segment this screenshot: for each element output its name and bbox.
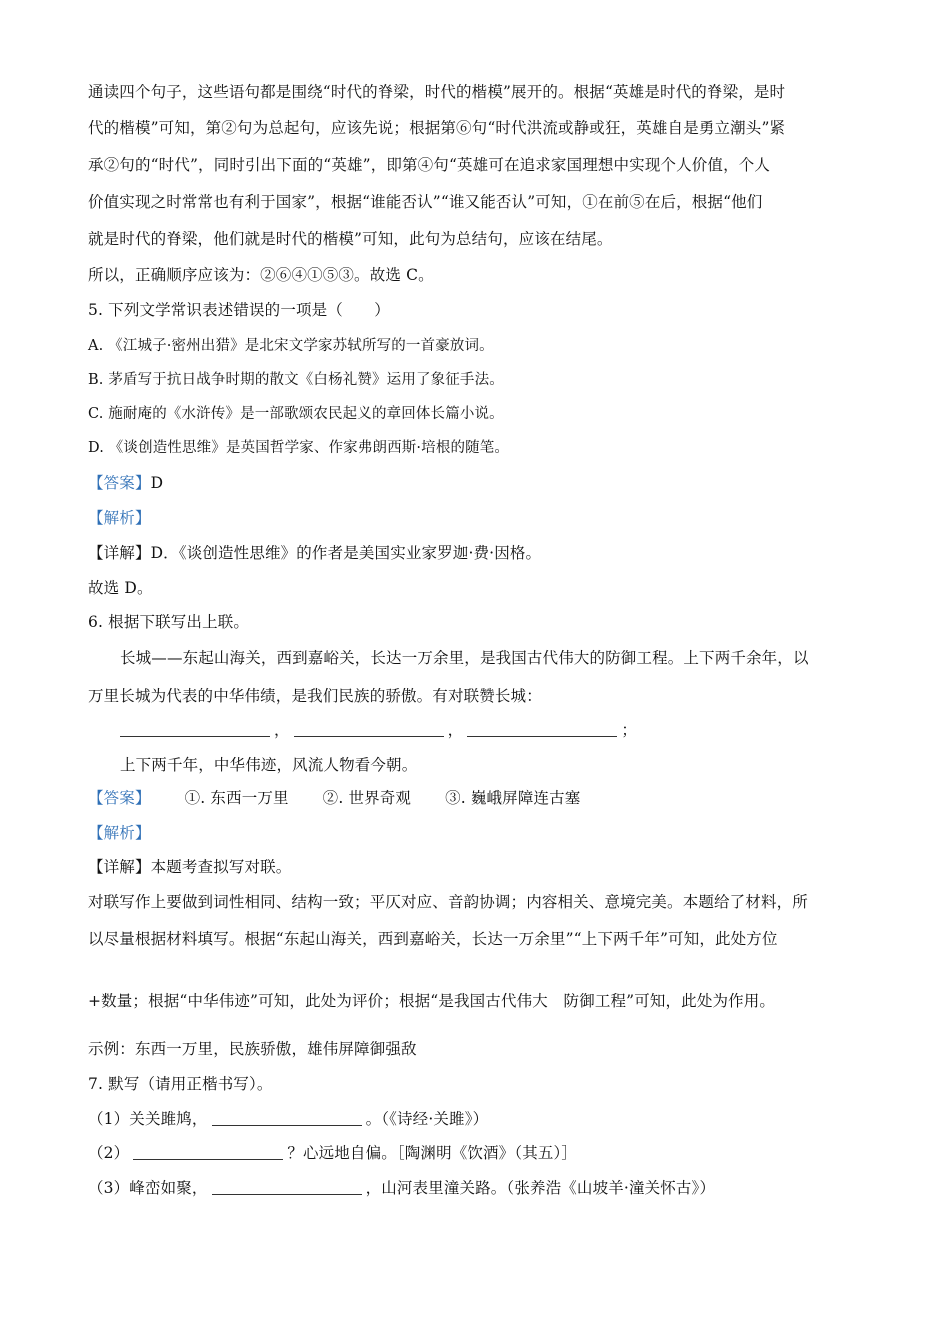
- punctuation: ，: [447, 721, 464, 739]
- detail-tag: 【详解】: [88, 858, 151, 876]
- answer-tag: 【答案】: [88, 789, 151, 807]
- q5-stem: 5. 下列文学常识表述错误的一项是（ ）: [88, 301, 390, 319]
- q6-lower-couplet: 上下两千年，中华伟迹，风流人物看今朝。: [120, 756, 418, 774]
- q5-analysis-tag: [88, 508, 868, 528]
- q5-detail: [88, 543, 868, 563]
- q5-option-c: C. 施耐庵的《水浒传》是一部歌颂农民起义的章回体长篇小说。: [88, 406, 504, 422]
- fill-blank[interactable]: [133, 1144, 283, 1160]
- analysis-tag: 【解析】: [88, 509, 151, 527]
- q7-stem: 7. 默写（请用正楷书写）。: [88, 1075, 273, 1093]
- q7-item-2: [88, 1143, 868, 1163]
- q6-analysis-line: 以尽量根据材料填写。根据“东起山海关，西到嘉峪关，长达一万余里”“上下两千年”可知，此处方位: [88, 930, 778, 948]
- fill-blank[interactable]: [212, 1110, 362, 1126]
- detail-tag: 【详解】: [88, 544, 151, 562]
- q7-item-3: [88, 1178, 868, 1198]
- punctuation: ，: [274, 721, 290, 739]
- analysis-conclusion: 所以，正确顺序应该为：②⑥④①⑤③。故选 C。: [88, 266, 434, 284]
- q6-answer: [88, 788, 868, 808]
- q5-option-d: D. 《谈创造性思维》是英国哲学家、作家弗朗西斯·培根的随笔。: [88, 440, 510, 456]
- item-prefix: （3）峰峦如聚，: [88, 1179, 208, 1197]
- q5-option-b: B. 茅盾写于抗日战争时期的散文《白杨礼赞》运用了象征手法。: [88, 372, 504, 388]
- q6-example: 示例：东西一万里，民族骄傲，雄伟屏障御强敌: [88, 1040, 417, 1058]
- fill-blank[interactable]: [120, 721, 270, 737]
- q6-analysis-line: 对联写作上要做到词性相同、结构一致；平仄对应、音韵协调；内容相关、意境完美。本题给了材料，所: [88, 893, 808, 911]
- q6-detail: [88, 857, 868, 877]
- q6-analysis-line: +数量；根据“中华伟迹”可知，此处为评价；根据“是我国古代伟大 防御工程”可知，此处为作用。: [88, 992, 776, 1010]
- q7-item-1: [88, 1109, 868, 1129]
- detail-text: 本题考查拟写对联。: [150, 858, 292, 876]
- q5-conclusion: 故选 D。: [88, 579, 153, 597]
- q6-analysis-tag: [88, 823, 868, 843]
- analysis-line: 代的楷模”可知，第②句为总起句，应该先说；根据第⑥句“时代洪流或静或狂，英雄自是勇立潮头”紧: [88, 119, 786, 137]
- item-prefix: （1）关关雎鸠，: [88, 1110, 208, 1128]
- item-suffix: ，山河表里潼关路。（张养浩《山坡羊·潼关怀古》）: [365, 1179, 716, 1197]
- q6-paragraph-line: 长城——东起山海关，西到嘉峪关，长达一万余里，是我国古代伟大的防御工程。上下两千余年，以: [120, 649, 809, 667]
- analysis-line: 通读四个句子，这些语句都是围绕“时代的脊梁，时代的楷模”展开的。根据“英雄是时代的脊梁，是时: [88, 83, 786, 101]
- answer-item: ②. 世界奇观: [322, 789, 412, 807]
- analysis-line: 承②句的“时代”，同时引出下面的“英雄”，即第④句“英雄可在追求家国理想中实现个人价值，个人: [88, 156, 771, 174]
- fill-blank[interactable]: [212, 1179, 362, 1195]
- punctuation: ；: [621, 721, 637, 739]
- answer-value: D: [150, 474, 164, 492]
- answer-item: ①. 东西一万里: [184, 789, 289, 807]
- answer-item: ③. 巍峨屏障连古塞: [445, 789, 581, 807]
- answer-tag: 【答案】: [88, 474, 151, 492]
- q5-answer: [88, 473, 868, 493]
- q5-option-a: A. 《江城子·密州出猎》是北宋文学家苏轼所写的一首豪放词。: [88, 338, 494, 354]
- q6-stem: 6. 根据下联写出上联。: [88, 613, 250, 631]
- analysis-line: 就是时代的脊梁，他们就是时代的楷模”可知，此句为总结句，应该在结尾。: [88, 230, 613, 248]
- q6-paragraph-line: 万里长城为代表的中华伟绩，是我们民族的骄傲。有对联赞长城：: [88, 687, 542, 705]
- fill-blank[interactable]: [467, 721, 617, 737]
- analysis-tag: 【解析】: [88, 824, 151, 842]
- analysis-line: 价值实现之时常常也有利于国家”，根据“谁能否认”“谁又能否认”可知，①在前⑤在后，根据“他们: [88, 193, 763, 211]
- item-suffix: ？心远地自偏。［陶渊明《饮酒》（其五）］: [287, 1144, 578, 1162]
- item-prefix: （2）: [88, 1144, 130, 1162]
- detail-text: D．《谈创造性思维》的作者是美国实业家罗迦·费·因格。: [150, 544, 542, 562]
- q6-blanks: [120, 720, 868, 740]
- item-suffix: 。（《诗经·关雎》）: [365, 1110, 489, 1128]
- fill-blank[interactable]: [294, 721, 444, 737]
